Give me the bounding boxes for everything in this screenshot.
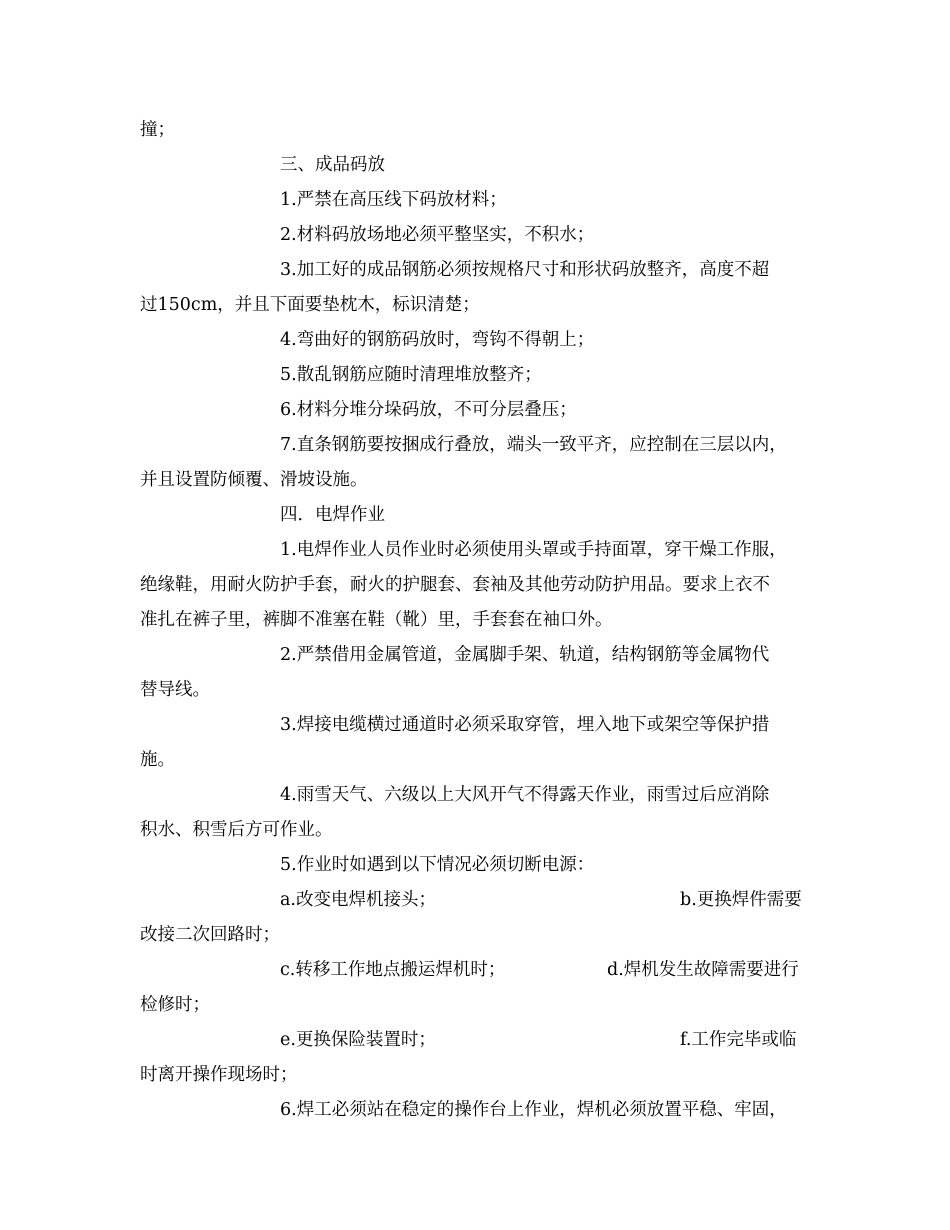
text-line: 替导线。	[140, 680, 210, 700]
text-line: 3.加工好的成品钢筋必须按规格尺寸和形状码放整齐，高度不超	[280, 260, 770, 280]
text-line: 时离开操作现场时；	[140, 1065, 298, 1085]
list-item-a: a.改变电焊机接头；	[280, 890, 436, 910]
text-line: 4.弯曲好的钢筋码放时，弯钩不得朝上；	[280, 330, 595, 350]
text-line: 5.散乱钢筋应随时清理堆放整齐；	[280, 365, 542, 385]
list-item-b: b.更换焊件需要	[680, 890, 802, 910]
text-line: 改接二次回路时；	[140, 925, 280, 945]
text-line: 准扎在裤子里，裤脚不准塞在鞋（靴）里，手套套在袖口外。	[140, 610, 613, 630]
text-line: 检修时；	[140, 995, 210, 1015]
text-line: 1.电焊作业人员作业时必须使用头罩或手持面罩，穿干燥工作服，	[280, 540, 787, 560]
text-line: 积水、积雪后方可作业。	[140, 820, 333, 840]
text-line: 3.焊接电缆横过通道时必须采取穿管，埋入地下或架空等保护措	[280, 715, 770, 735]
text-line: 过150cm，并且下面要垫枕木，标识清楚；	[140, 295, 480, 315]
text-line: 撞；	[140, 120, 175, 140]
list-item-f: f.工作完毕或临	[680, 1030, 797, 1050]
text-line: 1.严禁在高压线下码放材料；	[280, 190, 507, 210]
text-line: 6.焊工必须站在稳定的操作台上作业，焊机必须放置平稳、牢固，	[280, 1100, 787, 1120]
list-item-d: d.焊机发生故障需要进行	[607, 960, 799, 980]
section-heading: 四．电焊作业	[280, 505, 385, 525]
text-line: 并且设置防倾覆、滑坡设施。	[140, 470, 368, 490]
text-line: 5.作业时如遇到以下情况必须切断电源：	[280, 855, 595, 875]
text-line: 6.材料分堆分垛码放，不可分层叠压；	[280, 400, 577, 420]
list-item-c: c.转移工作地点搬运焊机时；	[280, 960, 506, 980]
text-line: 4.雨雪天气、六级以上大风开气不得露天作业，雨雪过后应消除	[280, 785, 770, 805]
text-line: 2.严禁借用金属管道，金属脚手架、轨道，结构钢筋等金属物代	[280, 645, 770, 665]
text-line: 施。	[140, 750, 175, 770]
text-line: 绝缘鞋，用耐火防护手套，耐火的护腿套、套袖及其他劳动防护用品。要求上衣不	[140, 575, 770, 595]
text-line: 7.直条钢筋要按捆成行叠放，端头一致平齐，应控制在三层以内，	[280, 435, 787, 455]
text-line: 2.材料码放场地必须平整坚实，不积水；	[280, 225, 595, 245]
list-item-e: e.更换保险装置时；	[280, 1030, 436, 1050]
section-heading: 三、成品码放	[280, 155, 385, 175]
